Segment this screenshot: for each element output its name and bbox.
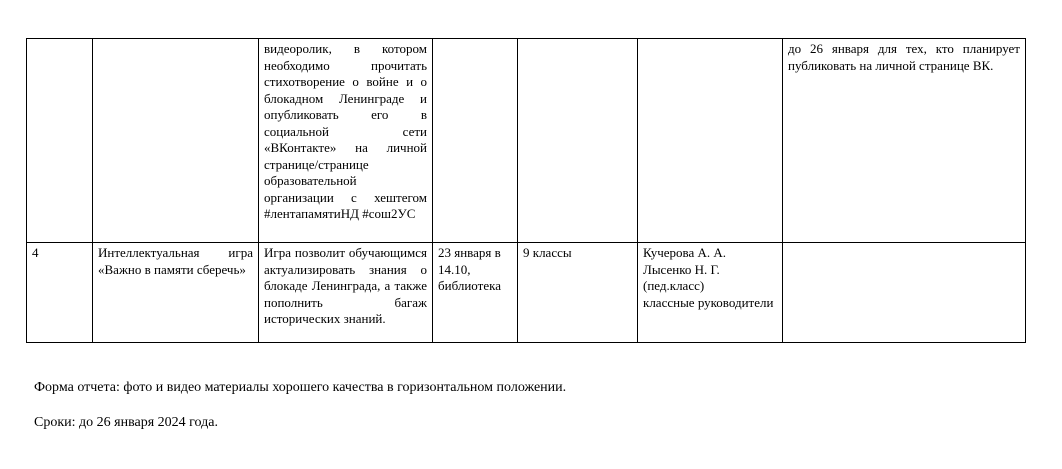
report-form-text: Форма отчета: фото и видео материалы хорошего качества в горизонтальном положении. bbox=[34, 380, 567, 395]
cell-responsible bbox=[638, 39, 783, 243]
cell-datetime bbox=[433, 39, 518, 243]
responsible-line: (пед.класс) bbox=[643, 278, 705, 293]
responsible-line: Лысенко Н. Г. bbox=[643, 261, 720, 277]
responsible-line: классные руководители bbox=[643, 294, 774, 310]
cell-participants: 9 классы bbox=[518, 243, 638, 343]
cell-datetime: 23 января в 14.10, библиотека bbox=[433, 243, 518, 343]
cell-notes bbox=[783, 243, 1026, 343]
events-table bbox=[26, 38, 1026, 343]
cell-event-name bbox=[93, 39, 259, 243]
cell-number bbox=[27, 39, 93, 243]
cell-notes: до 26 января для тех, кто планирует публиковать на личной странице ВК. bbox=[783, 39, 1026, 243]
table-row bbox=[27, 243, 1026, 343]
table-row bbox=[27, 39, 1026, 243]
cell-participants bbox=[518, 39, 638, 243]
cell-responsible bbox=[638, 243, 783, 343]
cell-description: видеоролик, в котором необходимо прочитать стихотворение о войне и о блокадном Ленинграде и опубликовать его в социальной сети «ВКонтакте» на личной странице/странице образовательной организации с хештегом #лентапамятиНД #сош2УС bbox=[259, 39, 433, 243]
responsible-line: Кучерова А. А. bbox=[643, 245, 727, 260]
cell-description: Игра позволит обучающимся актуализировать знания о блокаде Ленинграда, а также пополнить багаж исторических знаний. bbox=[259, 243, 433, 343]
cell-number: 4 bbox=[27, 243, 93, 343]
deadline-text: Сроки: до 26 января 2024 года. bbox=[34, 415, 218, 430]
cell-event-name: Интеллектуальная игра «Важно в памяти сберечь» bbox=[93, 243, 259, 343]
